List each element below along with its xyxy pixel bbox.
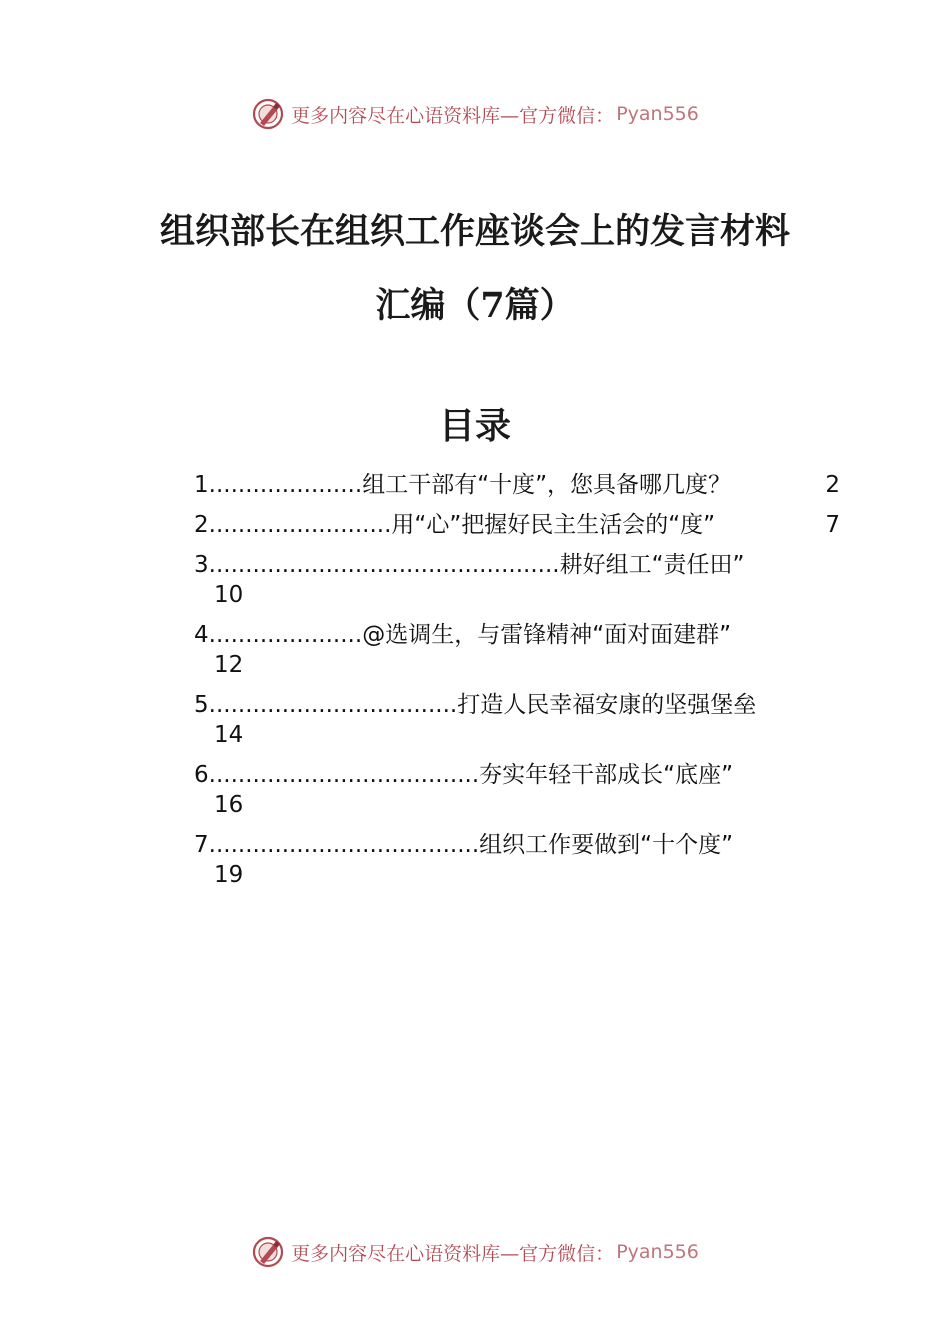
toc-entry-leader: .....................: [208, 622, 363, 648]
watermark-wechat-label: 官方微信：: [519, 104, 615, 127]
pen-nib-logo-icon: [251, 1235, 285, 1269]
watermark-wechat-id: Pyan556: [616, 1241, 699, 1263]
toc-entry-page: 14: [214, 722, 244, 748]
toc-entry-page: 16: [214, 792, 244, 818]
toc-entry-title: 打造人民幸福安康的坚强堡垒: [457, 692, 757, 718]
footer-watermark: [0, 1232, 950, 1272]
toc-entry-leader: .....................................: [208, 832, 480, 858]
toc-heading: 目录: [438, 405, 511, 447]
toc-entry-number: 3: [194, 552, 209, 578]
table-of-contents: [194, 470, 854, 900]
header-watermark: [0, 94, 950, 134]
toc-entry-leader: .........................: [208, 512, 392, 538]
toc-entry-page: 12: [214, 652, 244, 678]
toc-entry-number: 1: [194, 472, 209, 498]
toc-entry-number: 7: [194, 832, 209, 858]
watermark-slogan: 更多内容尽在心语资料库—: [291, 1242, 520, 1265]
toc-entry-page: 19: [214, 862, 244, 888]
toc-entry-7[interactable]: [194, 830, 854, 890]
toc-entry-leader: ................................................: [208, 552, 560, 578]
toc-entry-page: 10: [214, 582, 244, 608]
watermark-slogan: 更多内容尽在心语资料库—: [291, 104, 520, 127]
toc-entry-1[interactable]: [194, 470, 854, 500]
toc-entry-number: 6: [194, 762, 209, 788]
document-title-line-2: 汇编（7篇）: [375, 285, 575, 326]
watermark-wechat-label: 官方微信：: [519, 1242, 615, 1265]
pen-nib-logo-icon: [251, 97, 285, 131]
toc-entry-page: 2: [825, 472, 840, 498]
toc-entry-6[interactable]: [194, 760, 854, 820]
toc-entry-leader: ..................................: [208, 692, 458, 718]
toc-entry-2[interactable]: [194, 510, 854, 540]
toc-entry-4[interactable]: [194, 620, 854, 680]
toc-entry-number: 5: [194, 692, 209, 718]
toc-entry-5[interactable]: [194, 690, 854, 750]
toc-entry-3[interactable]: [194, 550, 854, 610]
toc-entry-leader: .....................................: [208, 762, 480, 788]
toc-entry-page: 7: [825, 512, 840, 538]
toc-entry-leader: .....................: [208, 472, 363, 498]
toc-entry-title: 组织工作要做到“十个度”: [479, 832, 733, 858]
toc-entry-title: 耕好组工“责任田”: [559, 552, 745, 578]
toc-entry-title: 用“心”把握好民主生活会的“度”: [391, 512, 716, 538]
document-title-line-1: 组织部长在组织工作座谈会上的发言材料: [159, 211, 790, 252]
toc-entry-number: 4: [194, 622, 209, 648]
watermark-wechat-id: Pyan556: [616, 103, 699, 125]
toc-entry-title: 夯实年轻干部成长“底座”: [479, 762, 733, 788]
toc-entry-title: @选调生，与雷锋精神“面对面建群”: [362, 622, 732, 648]
toc-entry-number: 2: [194, 512, 209, 538]
toc-entry-title: 组工干部有“十度”，您具备哪几度？: [362, 472, 732, 498]
